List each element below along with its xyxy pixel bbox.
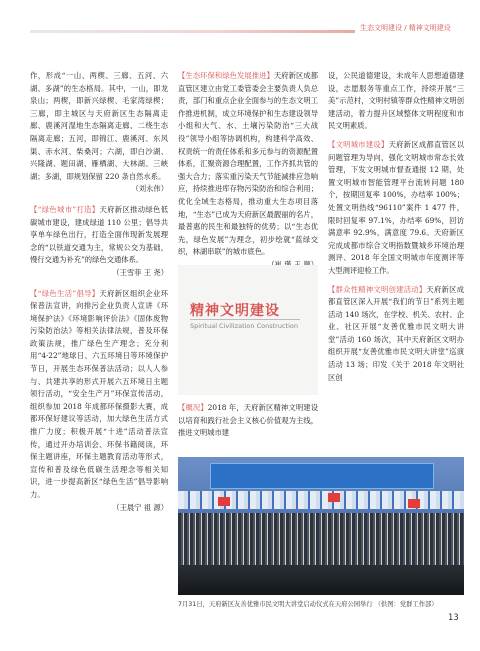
section-divider	[190, 319, 300, 320]
paragraph-overview-cont: 设，公民道德建设，未成年人思想道德建设，志愿服务等重点工作，持续开展“三美”示范村，文明村镇等群众性精神文明创建活动，着力提升区域整体文明程度和市民文明素质。	[328, 71, 464, 131]
section-heading: 【群众性精神文明创建活动】	[328, 284, 427, 294]
photo-caption: 7月31日，天府新区友善优雅市民文明大讲堂启动仪式在天府公园举行 （供图：党群工作部）	[178, 601, 438, 608]
section-banner	[178, 265, 318, 395]
section-heading: 【“绿色城市”打造】	[30, 204, 100, 214]
flag-icon	[218, 497, 230, 506]
stage-floor	[178, 565, 464, 595]
header-rule	[30, 30, 355, 33]
flag-icon	[328, 493, 340, 502]
flag-icon	[408, 499, 420, 508]
column-right	[328, 70, 464, 384]
stage-backdrop	[210, 463, 434, 489]
section-heading: 【文明城市建设】	[328, 139, 389, 149]
paragraph-green-city: 【“绿色城市”打造】天府新区推动绿色低碳城市建设，建成绿道 110 公里；倡导共享单车绿色出行，打造全面伟现新发展理念的“以铁道交通为主，常规公交为基础，慢行交通为补充”的绿色交通体系。	[30, 204, 168, 265]
section-heading: 【生态环保和绿色发展推进】	[178, 71, 274, 80]
section-title: 精神文明建设	[190, 303, 280, 319]
byline: （王雪菲 王 尧）	[112, 267, 168, 277]
section-heading: 【“绿色生活”倡导】	[30, 288, 100, 298]
byline: （王晨宁 祖 源）	[112, 502, 168, 512]
section-heading: 【概况】	[178, 403, 208, 412]
paragraph-green-life: 【“绿色生活”倡导】天府新区组织企业环保普法宣讲，向排污企业负责人宣讲《环境保护法》《环境影响评价法》《固体废物污染防治法》等相关法律法规，普及环保政策法规，推广绿色生产理念；充分利用“4·22”地球日、六五环境日等环境保护节日，开展生态环保普法活动；以人人参与、共建共享的形式开展六五环境日主题领行活动，“安全生产月”环保宣传活动，组织参加 2018 年成都环保摄影大赛，成都环保好建议等活动，加大绿色生活方式推广力度；积极开展“十进”活动普法宣传，通过开办培训会、环保书籍阅读，环保主题讲座，环保主题教育活动等形式，宣传和普及绿色低碳生活理念等相关知识，进一步提高新区“绿色生活”倡导影响力。	[30, 288, 168, 499]
byline: （刘永伟）	[131, 184, 168, 194]
column-middle	[178, 70, 318, 272]
paragraph-eco-protection: 【生态环保和绿色发展推进】天府新区成都直管区建立由党工委管委会主要负责人负总责，部门和重点企业全面参与的生态文明工作推进机制，成立环境保护和生态建设领导小组和大气、水、土壤污染防治“三大战役”领导小组等协调机构，构建科学高效、权责统一的责任体系和多元参与的资源配置体系，汇聚资源合理配置，工作齐抓共管的强大合力；落实重污染天气节能减排应急响应，持续推进库存物污染防治和综合利用；优化全域生态格局，推动重大生态项目落地，“生态”已成为天府新区最靓丽的名片，最普惠的民生和最独特的优势；以“生态优先，绿色发展”为理念，初步绘就“蓝绿交织，林湖串联”的城市底色。	[178, 71, 319, 257]
event-photo	[178, 457, 464, 595]
section-subtitle-en: Spiritual Civilization Construction	[190, 322, 298, 330]
page-number: 13	[448, 613, 459, 623]
paragraph-ecology-pattern: 作，形成“一山、两楔、三廊、五河、六湖、多湖”的生态格局。其中，一山，即龙泉山；两楔，即新兴绿楔、毛家湾绿楔；三廊，即主城区与天府新区生态隔离走廊、鹿溪河湿地生态隔离走廊、二绕生态隔离走廊；五河，即锦江、鹿溪河、东风渠、赤水河、柴桑河；六湖，即白沙湖、兴隆湖、题田湖、雁栖湖、大林湖、三峡湖；多湖，即规划保留 220 条自然水系。	[30, 71, 168, 181]
running-header: 生态文明建设 / 精神文明建设	[360, 24, 451, 32]
paragraph-civilized-city: 【文明城市建设】天府新区成都直管区以问题管理为导向，强化文明城市常态长效管理，下发文明城市督查通报 12 期，处置文明城市智能管理平台流转问题 180 个，按期回复率 100%，办结率 100%；处置文明热线“96110”案件 1 477 件，限时回复率 97.1%，办结率 69%，回访满意率 92.9%，满意度 79.6。天府新区完成成都市综合文明指数暨城乡环境治理测评、2018 年全国文明城市年度测评等大型测评迎检工作。	[328, 139, 465, 275]
column-middle-lower	[178, 402, 318, 440]
paragraph-overview: 【概况】2018 年，天府新区精神文明建设以培育和践行社会主义核心价值观为主线，推进文明城市建	[178, 403, 319, 438]
paragraph-mass-activities: 【群众性精神文明创建活动】天府新区成都直管区深入开展“我们的节日”系列主题活动 140 场次，在学校、机关、农村、企业、社区开展“友善优雅市民文明大讲堂”活动 160 场次，其中天府新区文明办组织开展“友善优雅市民文明大讲堂”巡演活动 13 场；印发《关于 2018 年文明社区创	[328, 284, 465, 382]
column-left	[30, 70, 168, 514]
